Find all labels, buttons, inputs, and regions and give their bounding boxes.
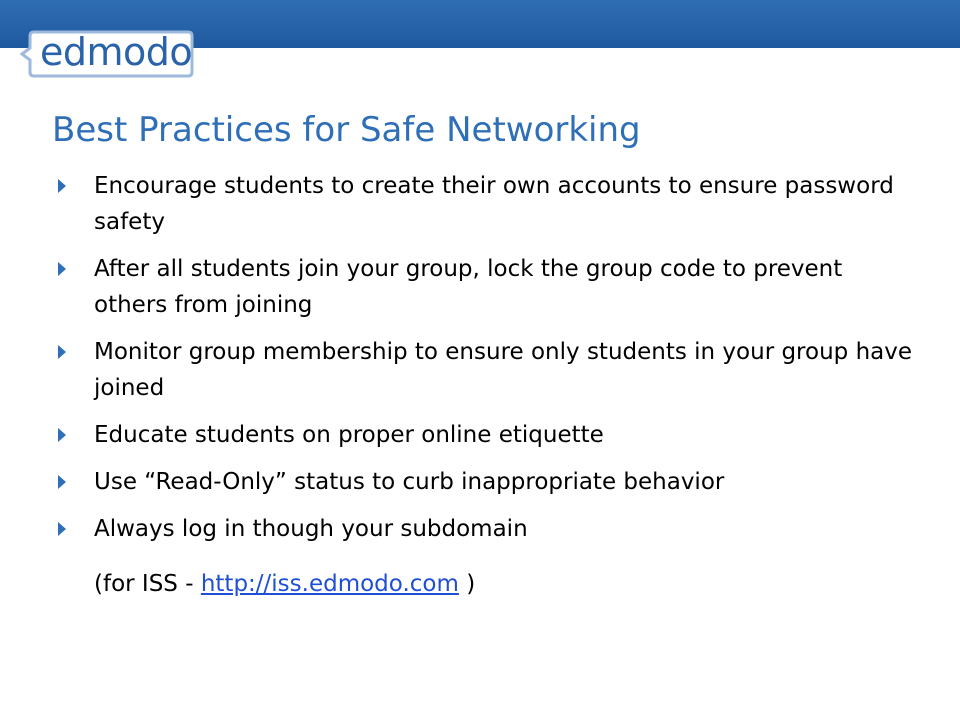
triangle-right-icon [58,345,66,359]
bullet-text: After all students join your group, lock the group code to prevent others from joining [94,256,843,318]
bullet-text: Educate students on proper online etiquette [94,422,604,448]
bullet-text: Monitor group membership to ensure only students in your group have joined [94,339,913,401]
bullet-text: Always log in though your subdomain [94,516,528,542]
logo-text: edmodo [40,30,193,74]
bullet-item [58,417,918,453]
triangle-right-icon [58,428,66,442]
triangle-right-icon [58,262,66,276]
edmodo-logo [20,28,196,80]
subdomain-link[interactable]: http://iss.edmodo.com [200,571,459,597]
slide-title: Best Practices for Safe Networking [52,110,641,150]
bullet-list [58,168,918,558]
bullet-item [58,168,918,240]
bullet-item [58,511,918,547]
triangle-right-icon [58,522,66,536]
subdomain-note [94,566,475,602]
bullet-text: Encourage students to create their own accounts to ensure password safety [94,173,894,235]
triangle-right-icon [58,475,66,489]
triangle-right-icon [58,179,66,193]
bullet-text: Use “Read-Only” status to curb inappropriate behavior [94,469,725,495]
bullet-item [58,251,918,323]
subdomain-prefix: (for ISS - [94,571,201,597]
subdomain-suffix: ) [458,571,476,597]
bullet-item [58,464,918,500]
bullet-item [58,334,918,406]
